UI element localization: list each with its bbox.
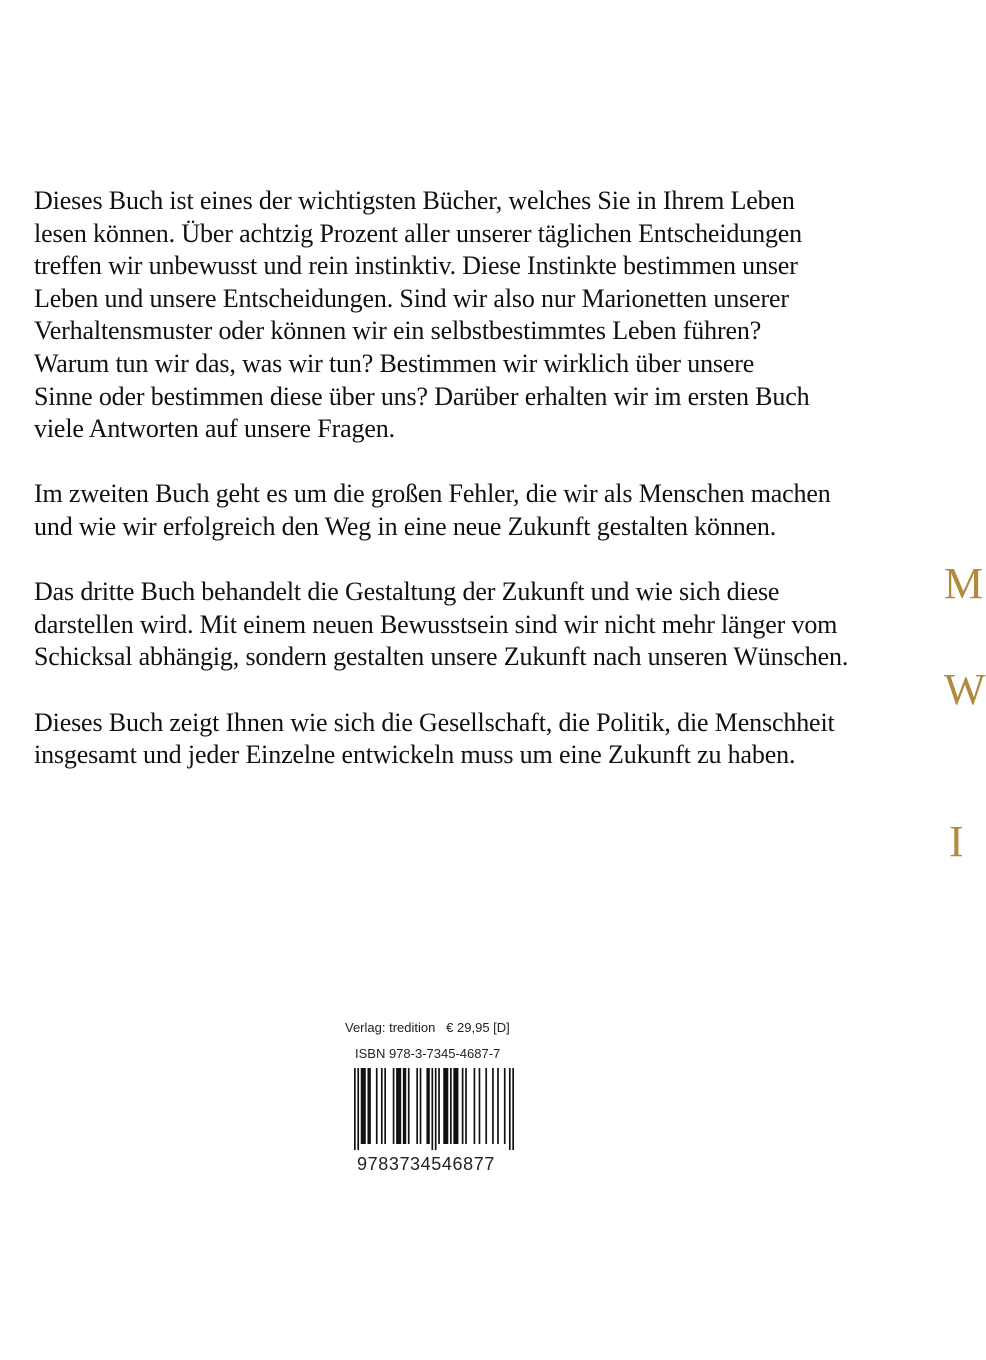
barcode-bar bbox=[367, 1068, 370, 1144]
barcode-bar bbox=[381, 1068, 383, 1144]
barcode-bar bbox=[431, 1068, 433, 1150]
barcode-bar bbox=[465, 1068, 467, 1144]
back-cover-blurb bbox=[34, 185, 914, 804]
barcode-bar bbox=[504, 1068, 506, 1144]
barcode-bar bbox=[462, 1068, 464, 1144]
barcode-bar bbox=[420, 1068, 422, 1144]
barcode-bar bbox=[376, 1068, 378, 1144]
barcode-bar bbox=[512, 1068, 514, 1150]
ean-barcode bbox=[354, 1068, 514, 1150]
barcode-bar bbox=[396, 1068, 401, 1144]
barcode-bar bbox=[450, 1068, 452, 1144]
blurb-paragraph-2: Im zweiten Buch geht es um die großen Fehler, die wir als Menschen machen und wie wir erfolgreich den Weg in eine neue Zukunft gestalten können. bbox=[34, 479, 831, 541]
blurb-paragraph-1: Dieses Buch ist eines der wichtigsten Bücher, welches Sie in Ihrem Leben lesen können. Über achtzig Prozent aller unserer täglichen Entscheidungen treffen wir unbewusst und rein instinktiv. Diese Instinkte bestimmen unser Leben und unsere Entscheidungen. Sind wir also nur Marionetten unserer Verhaltensmuster oder können wir ein selbstbestimmtes Leben führen? Warum tun wir das, was wir tun? Bestimmen wir wirklich über unsere Sinne oder bestimmen diese über uns? Darüber erhalten wir im ersten Buch viele Antworten auf unsere Fragen. bbox=[34, 186, 810, 444]
barcode-bar bbox=[426, 1068, 429, 1144]
publisher-price-line: Verlag: tredition € 29,95 [D] bbox=[345, 1020, 510, 1035]
barcode-bar bbox=[485, 1068, 487, 1144]
barcode-bar bbox=[361, 1068, 366, 1144]
barcode-bar bbox=[384, 1068, 386, 1144]
barcode-bar bbox=[403, 1068, 406, 1144]
spine-title-letter: M bbox=[944, 559, 984, 608]
barcode-bar bbox=[357, 1068, 359, 1150]
barcode-bar bbox=[479, 1068, 481, 1144]
barcode-bar bbox=[354, 1068, 356, 1150]
barcode-bar bbox=[474, 1068, 476, 1144]
barcode-bar bbox=[492, 1068, 494, 1144]
barcode-bar bbox=[497, 1068, 499, 1144]
barcode-bar bbox=[509, 1068, 511, 1150]
barcode-bar bbox=[438, 1068, 440, 1144]
barcode-bar bbox=[393, 1068, 395, 1144]
barcode-bar bbox=[408, 1068, 410, 1144]
barcode-bar bbox=[453, 1068, 458, 1144]
blurb-paragraph-3: Das dritte Buch behandelt die Gestaltung der Zukunft und wie sich diese darstellen wird. Mit einem neuen Bewusstsein sind wir nicht mehr länger vom Schicksal abhängig, sondern gestalten unsere Zukunft nach unseren Wünschen. bbox=[34, 577, 849, 672]
ean-digits: 9783734546877 bbox=[357, 1154, 495, 1174]
barcode-bar bbox=[435, 1068, 437, 1150]
blurb-paragraph-4: Dieses Buch zeigt Ihnen wie sich die Gesellschaft, die Politik, die Menschheit insgesamt und jeder Einzelne entwickeln muss um eine Zukunft zu haben. bbox=[34, 707, 835, 770]
isbn-barcode-block bbox=[343, 1020, 533, 1174]
spine-title-letter: I bbox=[949, 817, 964, 866]
barcode-bar bbox=[416, 1068, 418, 1144]
spine-title-letter: W bbox=[944, 665, 986, 714]
isbn-number: ISBN 978-3-7345-4687-7 bbox=[355, 1046, 501, 1061]
barcode-bar bbox=[443, 1068, 448, 1144]
